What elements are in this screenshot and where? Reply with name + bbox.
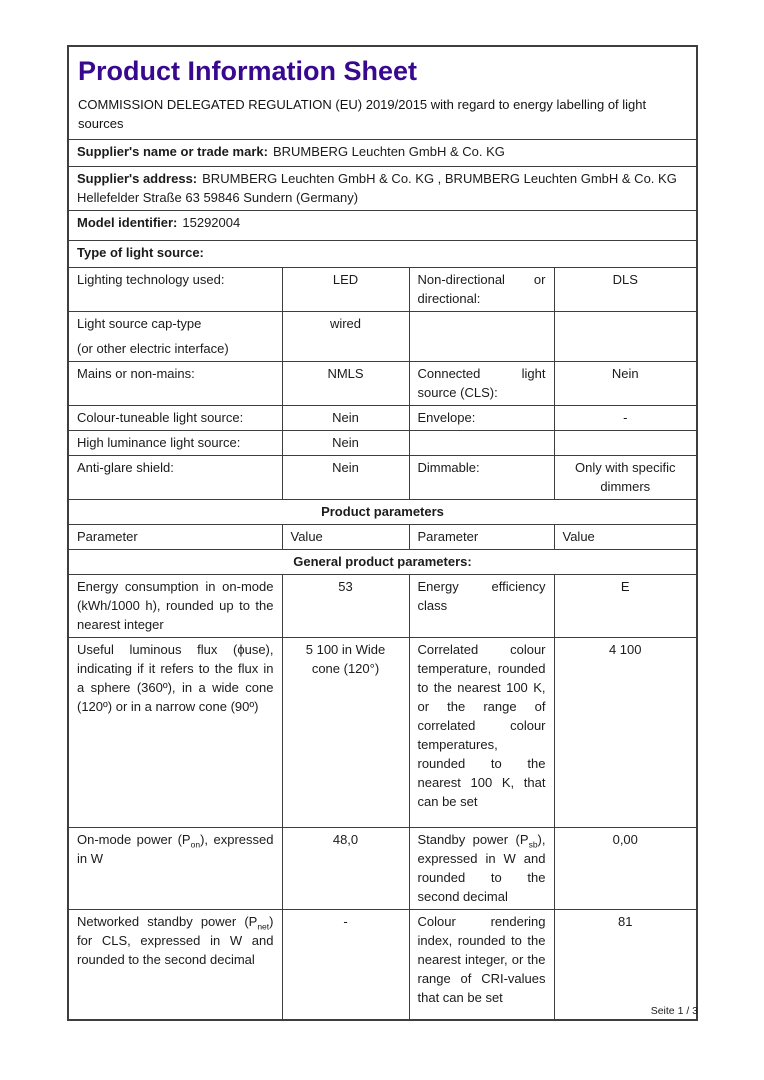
supplier-name-label: Supplier's name or trade mark: bbox=[77, 144, 268, 159]
mains-label: Mains or non-mains: bbox=[68, 362, 282, 406]
supplier-name-cell bbox=[68, 140, 697, 167]
title-cell bbox=[68, 46, 697, 140]
regulation-subtitle: COMMISSION DELEGATED REGULATION (EU) 2019/2015 with regard to energy labelling of light sources bbox=[78, 97, 647, 131]
empty-cell bbox=[554, 431, 697, 456]
supplier-address-row bbox=[68, 167, 697, 211]
product-parameters-heading-row bbox=[68, 500, 697, 525]
model-identifier-label: Model identifier: bbox=[77, 215, 178, 230]
model-identifier-value: 15292004 bbox=[182, 215, 241, 230]
anti-glare-row bbox=[68, 456, 697, 500]
colour-rendering-index-label: Colour rendering index, rounded to the nearest integer, or the range of CRI-values that can be set bbox=[409, 910, 554, 1020]
colour-tuneable-label: Colour-tuneable light source: bbox=[68, 406, 282, 431]
cap-type-row bbox=[68, 312, 697, 362]
colour-tuneable-value: Nein bbox=[282, 406, 409, 431]
page-number: Seite 1 / 3 bbox=[650, 1005, 698, 1017]
energy-consumption-row bbox=[68, 575, 697, 638]
networked-standby-row bbox=[68, 910, 697, 1020]
directionality-label: Non-directional or directional: bbox=[409, 268, 554, 312]
supplier-address-label: Supplier's address: bbox=[77, 171, 198, 186]
luminous-flux-label: Useful luminous flux (ϕuse), indicating if it refers to the flux in a sphere (360º), in a wide cone (120º) or in a narrow cone (90º) bbox=[68, 638, 282, 828]
luminous-flux-row bbox=[68, 638, 697, 828]
envelope-label: Envelope: bbox=[409, 406, 554, 431]
directionality-value: DLS bbox=[554, 268, 697, 312]
standby-power-value: 0,00 bbox=[554, 828, 697, 910]
general-parameters-heading-row bbox=[68, 550, 697, 575]
on-mode-power-label-text: ), expressed in W bbox=[77, 832, 274, 866]
dimmable-label: Dimmable: bbox=[409, 456, 554, 500]
on-mode-power-value: 48,0 bbox=[282, 828, 409, 910]
networked-standby-value: - bbox=[282, 910, 409, 1020]
empty-cell bbox=[554, 312, 697, 362]
general-parameters-heading: General product parameters: bbox=[68, 550, 697, 575]
efficiency-class-label: Energy efficiency class bbox=[409, 575, 554, 638]
luminous-flux-value: 5 100 in Wide cone (120°) bbox=[282, 638, 409, 828]
on-mode-power-row bbox=[68, 828, 697, 910]
efficiency-class-value: E bbox=[554, 575, 697, 638]
product-information-sheet bbox=[67, 45, 696, 1021]
model-identifier-row bbox=[68, 211, 697, 241]
networked-standby-label bbox=[68, 910, 282, 1020]
high-luminance-row bbox=[68, 431, 697, 456]
colour-rendering-index-value: 81 bbox=[554, 910, 697, 1020]
column-header-value-1: Value bbox=[282, 525, 409, 550]
energy-consumption-value: 53 bbox=[282, 575, 409, 638]
connected-light-source-value: Nein bbox=[554, 362, 697, 406]
column-header-parameter-2: Parameter bbox=[409, 525, 554, 550]
column-header-row bbox=[68, 525, 697, 550]
product-parameters-heading: Product parameters bbox=[68, 500, 697, 525]
empty-cell bbox=[409, 312, 554, 362]
mains-row bbox=[68, 362, 697, 406]
column-header-parameter-1: Parameter bbox=[68, 525, 282, 550]
standby-power-label-text: ), expressed in W and rounded to the second decimal bbox=[417, 832, 546, 904]
lighting-technology-value: LED bbox=[282, 268, 409, 312]
energy-consumption-label: Energy consumption in on-mode (kWh/1000 h), rounded up to the nearest integer bbox=[68, 575, 282, 638]
type-of-light-source-heading: Type of light source: bbox=[68, 241, 697, 268]
colour-tuneable-row bbox=[68, 406, 697, 431]
info-table bbox=[67, 45, 698, 1021]
page-title: Product Information Sheet bbox=[78, 56, 418, 86]
model-identifier-cell bbox=[68, 211, 697, 241]
standby-power-label-text: Standby power (P bbox=[417, 832, 529, 847]
subscript: net bbox=[257, 921, 270, 932]
networked-standby-label-text: ) for CLS, expressed in W and rounded to the second decimal bbox=[77, 914, 274, 967]
colour-temperature-label: Correlated colour temperature, rounded to the nearest 100 K, or the range of correlated colour temperatures, rounded to the nearest 100 K, that can be set bbox=[409, 638, 554, 828]
on-mode-power-label bbox=[68, 828, 282, 910]
high-luminance-label: High luminance light source: bbox=[68, 431, 282, 456]
lighting-technology-label: Lighting technology used: bbox=[68, 268, 282, 312]
subscript: on bbox=[190, 839, 201, 850]
envelope-value: - bbox=[554, 406, 697, 431]
colour-temperature-value: 4 100 bbox=[554, 638, 697, 828]
cap-type-label-cell bbox=[68, 312, 282, 362]
connected-light-source-label: Connected light source (CLS): bbox=[409, 362, 554, 406]
supplier-address-value: BRUMBERG Leuchten GmbH & Co. KG , BRUMBERG Leuchten GmbH & Co. KG Hellefelder Straße 63 59846 Sundern (Germany) bbox=[77, 171, 677, 205]
type-of-light-source-row bbox=[68, 241, 697, 268]
anti-glare-label: Anti-glare shield: bbox=[68, 456, 282, 500]
title-block-row bbox=[68, 46, 697, 140]
subscript: sb bbox=[528, 839, 538, 850]
supplier-name-row bbox=[68, 140, 697, 167]
column-header-value-2: Value bbox=[554, 525, 697, 550]
cap-type-label-line2: (or other electric interface) bbox=[77, 341, 229, 356]
mains-value: NMLS bbox=[282, 362, 409, 406]
supplier-name-value: BRUMBERG Leuchten GmbH & Co. KG bbox=[272, 144, 505, 159]
lighting-technology-row bbox=[68, 268, 697, 312]
on-mode-power-label-text: On-mode power (P bbox=[77, 832, 191, 847]
high-luminance-value: Nein bbox=[282, 431, 409, 456]
supplier-address-cell bbox=[68, 167, 697, 211]
standby-power-label bbox=[409, 828, 554, 910]
cap-type-value: wired bbox=[282, 312, 409, 362]
networked-standby-label-text: Networked standby power (P bbox=[77, 914, 258, 929]
dimmable-value: Only with specific dimmers bbox=[554, 456, 697, 500]
empty-cell bbox=[409, 431, 554, 456]
cap-type-label-line1: Light source cap-type bbox=[77, 316, 202, 331]
anti-glare-value: Nein bbox=[282, 456, 409, 500]
